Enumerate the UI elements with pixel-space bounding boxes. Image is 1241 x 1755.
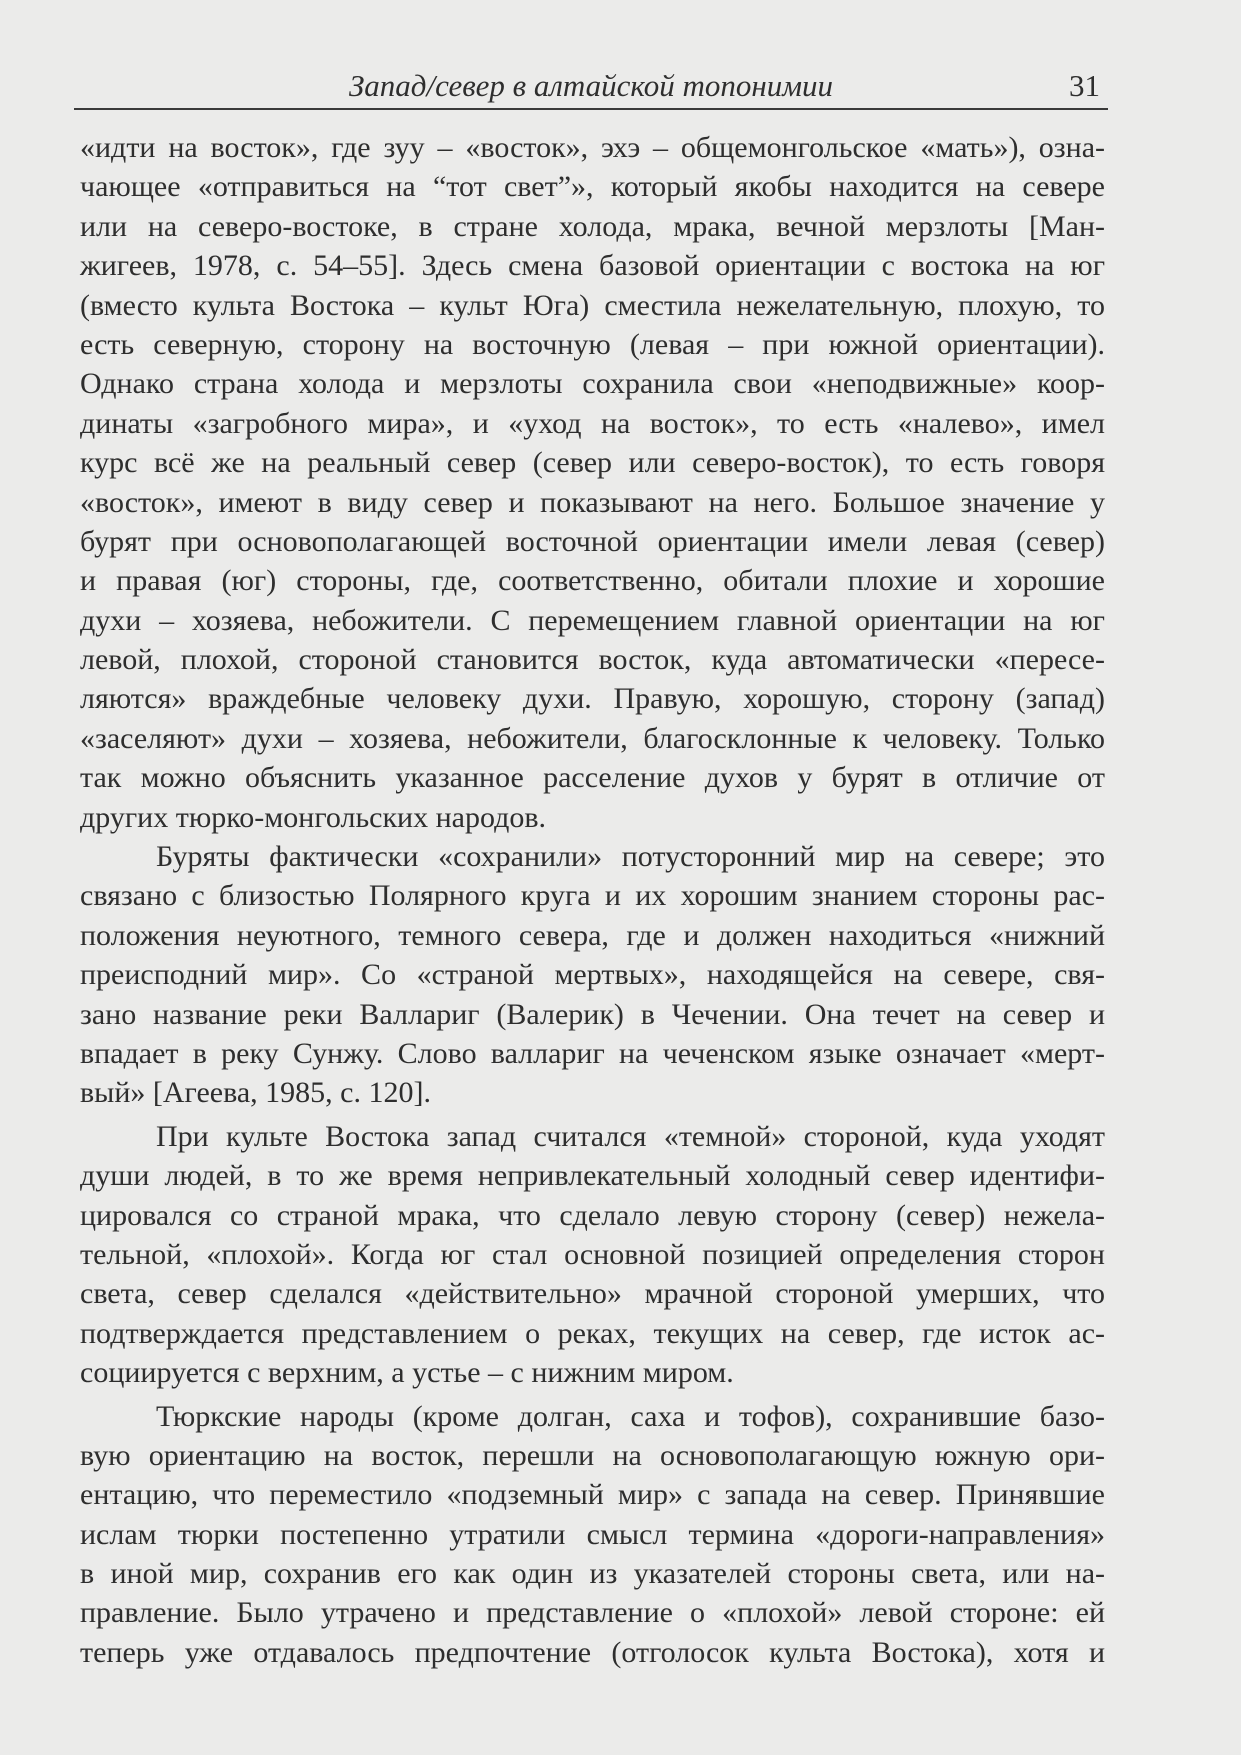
page-header (74, 66, 1108, 110)
text-line: левой, плохой, стороной становится восток, куда автоматически «пересе- (80, 643, 1105, 677)
text-line: подтверждается представлением о реках, текущих на север, где исток ас- (80, 1316, 1105, 1350)
text-line: есть северную, сторону на восточную (левая – при южной ориентации). (80, 327, 1105, 361)
text-line: «восток», имеют в виду север и показывают на него. Большое значение у (80, 485, 1105, 519)
text-line: социируется с верхним, а устье – с нижним миром. (80, 1356, 734, 1390)
text-line: курс всё же на реальный север (север или северо-восток), то есть говоря (80, 446, 1105, 480)
text-line: духи – хозяева, небожители. С перемещением главной ориентации на юг (80, 603, 1105, 637)
paragraph-1 (80, 128, 1105, 837)
text-line: связано с близостью Полярного круга и их хорошим знанием стороны рас- (80, 879, 1105, 913)
text-line: тельной, «плохой». Когда юг стал основной позицией определения сторон (80, 1237, 1105, 1271)
text-line: и правая (юг) стороны, где, соответственно, обитали плохие и хорошие (80, 564, 1105, 598)
text-line: света, север сделался «действительно» мрачной стороной умерших, что (80, 1277, 1105, 1311)
text-line: теперь уже отдавалось предпочтение (отголосок культа Востока), хотя и (80, 1635, 1105, 1669)
text-line: цировался со страной мрака, что сделало левую сторону (север) нежела- (80, 1198, 1105, 1232)
text-line: динаты «загробного мира», и «уход на восток», то есть «налево», имел (80, 406, 1105, 440)
paragraph-4 (80, 1397, 1105, 1673)
text-line: или на северо-востоке, в стране холода, мрака, вечной мерзлоты [Ман- (80, 209, 1105, 243)
text-line: (вместо культа Востока – культ Юга) сместила нежелательную, плохую, то (80, 288, 1105, 322)
paragraph-2 (80, 837, 1105, 1113)
text-line: зано название реки Валлариг (Валерик) в Чечении. Она течет на север и (80, 997, 1105, 1031)
paragraph-3 (80, 1117, 1105, 1393)
text-line: бурят при основополагающей восточной ориентации имели левая (север) (80, 524, 1105, 558)
text-line: ентацию, что переместило «подземный мир» с запада на север. Принявшие (80, 1478, 1105, 1512)
text-line: положения неуютного, темного севера, где и должен находиться «нижний (80, 918, 1105, 952)
running-title: Запад/север в алтайской топонимии (348, 68, 834, 103)
text-line: в иной мир, сохранив его как один из указателей стороны света, или на- (80, 1557, 1105, 1591)
text-line: жигеев, 1978, с. 54–55]. Здесь смена базовой ориентации с востока на юг (80, 249, 1105, 283)
text-line: Тюркские народы (кроме долган, саха и тофов), сохранившие базо- (156, 1399, 1105, 1433)
text-line: «заселяют» духи – хозяева, небожители, благосклонные к человеку. Только (80, 721, 1105, 755)
page-number: 31 (1069, 68, 1100, 103)
text-line: правление. Было утрачено и представление о «плохой» левой стороне: ей (80, 1596, 1105, 1630)
text-line: вый» [Агеева, 1985, с. 120]. (80, 1076, 431, 1110)
text-line: вую ориентацию на восток, перешли на основополагающую южную ори- (80, 1438, 1105, 1472)
text-line: чающее «отправиться на “тот свет”», который якобы находится на севере (80, 170, 1105, 204)
text-line: так можно объяснить указанное расселение духов у бурят в отличие от (80, 761, 1105, 795)
text-line: «идти на восток», где зуу – «восток», эхэ – общемонгольское «мать»), озна- (80, 131, 1105, 164)
body-text (80, 128, 1105, 1672)
text-line: ислам тюрки постепенно утратили смысл термина «дороги-направления» (80, 1517, 1105, 1551)
text-line: ляются» враждебные человеку духи. Правую, хорошую, сторону (запад) (80, 682, 1105, 716)
text-line: Буряты фактически «сохранили» потусторонний мир на севере; это (156, 840, 1105, 874)
text-line: души людей, в то же время непривлекательный холодный север идентифи- (80, 1159, 1105, 1193)
text-line: Однако страна холода и мерзлоты сохранила свои «неподвижные» коор- (80, 367, 1105, 401)
text-line: При культе Востока запад считался «темной» стороной, куда уходят (156, 1119, 1105, 1153)
text-line: других тюрко-монгольских народов. (80, 800, 547, 834)
text-line: преисподний мир». Со «страной мертвых», находящейся на севере, свя- (80, 958, 1105, 992)
text-line: впадает в реку Сунжу. Слово валлариг на чеченском языке означает «мерт- (80, 1036, 1105, 1070)
